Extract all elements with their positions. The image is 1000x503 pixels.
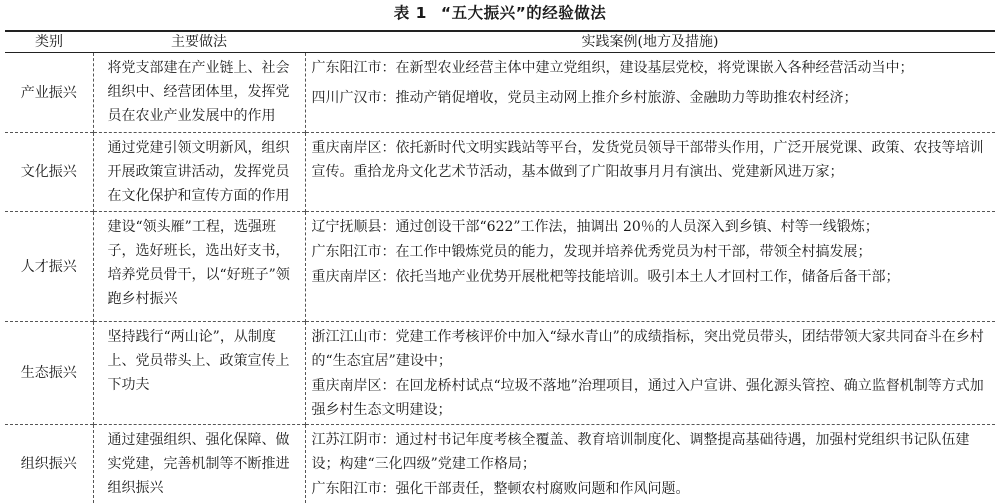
cases-cell [305, 212, 995, 322]
table-row [5, 133, 995, 212]
table-row [5, 322, 995, 425]
category-cell: 人才振兴 [5, 212, 93, 322]
cases-cell [305, 133, 995, 212]
method-cell: 通过建强组织、强化保障、做实党建，完善机制等不断推进组织振兴 [93, 425, 305, 503]
header-method: 主要做法 [93, 31, 305, 53]
table-number: 表 1 [394, 4, 427, 22]
case-item: 广东阳江市：在新型农业经营主体中建立党组织，建设基层党校，将党课嵌入各种经营活动当中； [312, 56, 988, 80]
case-item: 广东阳江市：强化干部责任，整顿农村腐败问题和作风问题。 [312, 477, 988, 501]
cases-cell [305, 53, 995, 133]
table-row [5, 212, 995, 322]
table-row [5, 53, 995, 133]
category-cell: 文化振兴 [5, 133, 93, 212]
header-cases: 实践案例(地方及措施) [305, 31, 995, 53]
case-item: 重庆南岸区：在回龙桥村试点“垃圾不落地”治理项目，通过入户宣讲、强化源头管控、确立监督机制等方式加强乡村生态文明建设； [312, 374, 988, 422]
category-cell: 组织振兴 [5, 425, 93, 503]
method-cell: 通过党建引领文明新风，组织开展政策宣讲活动，发挥党员在文化保护和宣传方面的作用 [93, 133, 305, 212]
case-item: 辽宁抚顺县：通过创设干部“622”工作法，抽调出 20％的人员深入到乡镇、村等一线锻炼； [312, 215, 988, 239]
method-cell: 建设“领头雁”工程，选强班子，选好班长，选出好支书，培养党员骨干，以“好班子”领跑乡村振兴 [93, 212, 305, 322]
table-title: “五大振兴”的经验做法 [441, 4, 606, 22]
case-item: 江苏江阴市：通过村书记年度考核全覆盖、教育培训制度化、调整提高基础待遇，加强村党组织书记队伍建设；构建“三化四级”党建工作格局； [312, 428, 988, 476]
case-item: 重庆南岸区：依托当地产业优势开展枇杷等技能培训。吸引本土人才回村工作，储备后备干部； [312, 265, 988, 289]
cases-cell [305, 322, 995, 425]
method-cell: 将党支部建在产业链上、社会组织中、经营团体里，发挥党员在农业产业发展中的作用 [93, 53, 305, 133]
case-item: 重庆南岸区：依托新时代文明实践站等平台，发货党员领导干部带头作用，广泛开展党课、政策、农技等培训宣传。重拾龙舟文化艺术节活动，基本做到了广阳故事月月有演出、党建新风进万家； [312, 136, 988, 184]
case-item: 广东阳江市：在工作中锻炼党员的能力，发现并培养优秀党员为村干部，带领全村搞发展； [312, 240, 988, 264]
method-cell: 坚持践行“两山论”，从制度上、党员带头上、政策宣传上下功夫 [93, 322, 305, 425]
category-cell: 产业振兴 [5, 53, 93, 133]
header-row [5, 31, 995, 53]
table-row [5, 425, 995, 503]
case-item: 四川广汉市：推动产销促增收，党员主动网上推介乡村旅游、金融助力等助推农村经济； [312, 86, 988, 110]
table-caption [0, 3, 1000, 23]
cases-cell [305, 425, 995, 503]
header-category: 类别 [5, 31, 93, 53]
category-cell: 生态振兴 [5, 322, 93, 425]
experience-table [5, 30, 995, 503]
case-item: 浙江江山市：党建工作考核评价中加入“绿水青山”的成绩指标，突出党员带头，团结带领大家共同奋斗在乡村的“生态宜居”建设中； [312, 325, 988, 373]
